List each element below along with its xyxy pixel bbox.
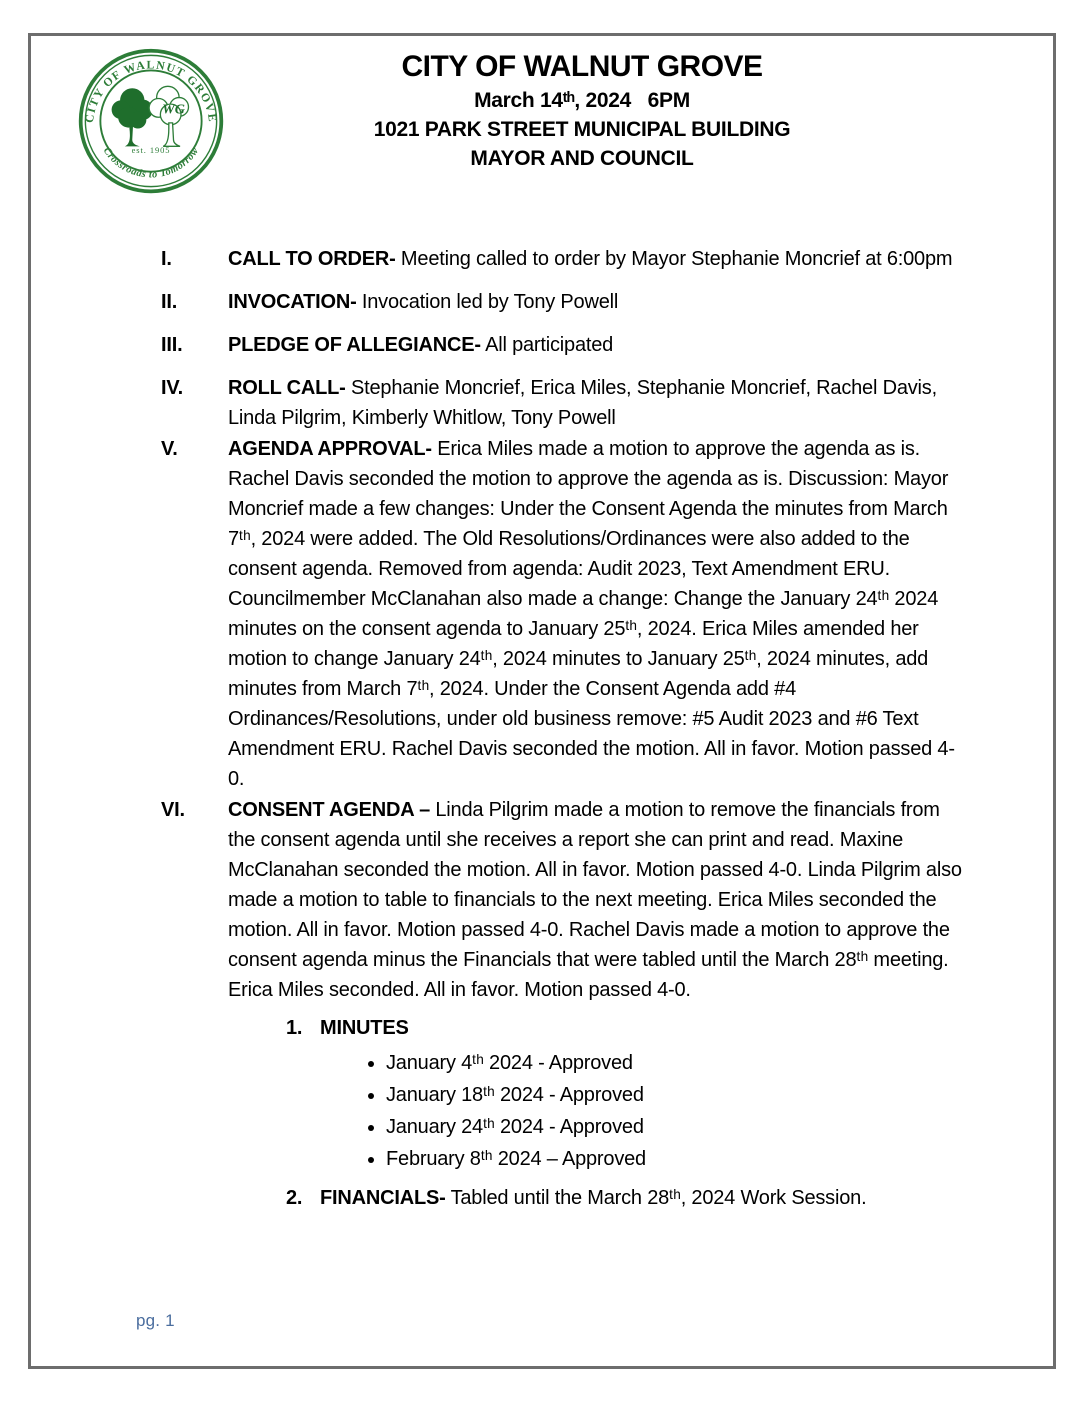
page-number-label: pg. 1 [136, 1311, 175, 1330]
seal-ring-text-top: CITY OF WALNUT GROVE [82, 58, 220, 124]
agenda-item-numeral: III. [161, 334, 183, 356]
subitem-number: 2. [286, 1187, 303, 1209]
agenda-item-label: AGENDA APPROVAL- [228, 438, 432, 460]
meeting-address: 1021 PARK STREET MUNICIPAL BUILDING [373, 118, 791, 141]
subitem-label: MINUTES [320, 1017, 409, 1039]
subitem-number: 1. [286, 1017, 303, 1039]
agenda-item-numeral: I. [161, 248, 172, 270]
minutes-bullet-item: • February 8ᵗʰ 2024 – Approved [386, 1143, 966, 1175]
minutes-bullet-item: • January 24ᵗʰ 2024 - Approved [386, 1111, 966, 1143]
agenda-item-numeral: V. [161, 438, 178, 460]
agenda-item-consent-agenda [161, 795, 966, 1005]
seal-established-text: est. 1905 [131, 144, 171, 155]
agenda-item-numeral: II. [161, 291, 178, 313]
seal-monogram: WG [162, 101, 185, 118]
document-header [151, 48, 1013, 173]
agenda-item-label: PLEDGE OF ALLEGIANCE- [228, 334, 481, 356]
meeting-body-name: MAYOR AND COUNCIL [470, 147, 694, 170]
document-page [28, 33, 1056, 1369]
agenda-item-text: Stephanie Moncrief, Erica Miles, Stephanie Moncrief, Rachel Davis, Linda Pilgrim, Kimberly Whitlow, Tony Powell [228, 377, 937, 429]
agenda-item-text: Linda Pilgrim made a motion to remove the financials from the consent agenda until she receives a report she can print and read. Maxine McClanahan seconded the motion. All in favor. Motion passed 4-0. Linda Pilgrim also made a motion to table to financials to the next meeting. Erica Miles seconded the motion. All in favor. Motion passed 4-0. Rachel Davis made a motion to approve the consent agenda minus the Financials that were tabled until the March 28ᵗʰ meeting. Erica Miles seconded. All in favor. Motion passed 4-0. [228, 799, 962, 1001]
agenda-item-label: ROLL CALL- [228, 377, 346, 399]
minutes-bullet-item: • January 4ᵗʰ 2024 - Approved [386, 1047, 966, 1079]
minutes-bullet-list [386, 1047, 966, 1175]
agenda-item-text: Meeting called to order by Mayor Stephanie Moncrief at 6:00pm [395, 248, 953, 270]
agenda-item-label: CONSENT AGENDA – [228, 799, 431, 821]
consent-subitem-financials [286, 1183, 966, 1213]
agenda-item-text: Erica Miles made a motion to approve the agenda as is. Rachel Davis seconded the motion to approve the agenda as is. Discussion: Mayor Moncrief made a few changes: Under the Consent Agenda the minutes from March 7ᵗʰ, 2024 were added. The Old Resolutions/Ordinances were also added to the consent agenda. Removed from agenda: Audit 2023, Text Amendment ERU. Councilmember McClanahan also made a change: Change the January 24ᵗʰ 2024 minutes on the consent agenda to January 25ᵗʰ, 2024. Erica Miles amended her motion to change January 24ᵗʰ, 2024 minutes to January 25ᵗʰ, 2024 minutes, add minutes from March 7ᵗʰ, 2024. Under the Consent Agenda add #4 Ordinances/Resolutions, under old business remove: #5 Audit 2023 and #6 Text Amendment ERU. Rachel Davis seconded the motion. All in favor. Motion passed 4-0. [228, 438, 955, 790]
agenda-item-pledge [161, 330, 966, 360]
agenda-item-roll-call [161, 373, 966, 433]
seal-ring-text-bottom: Crossroads to Tomorrow [100, 145, 202, 181]
agenda-item-text: Invocation led by Tony Powell [356, 291, 619, 313]
subitem-label: FINANCIALS- [320, 1187, 446, 1209]
agenda-item-label: INVOCATION- [228, 291, 357, 313]
minutes-bullet-item: • January 18ᵗʰ 2024 - Approved [386, 1079, 966, 1111]
agenda-content [161, 244, 966, 1213]
consent-subitem-minutes [286, 1013, 966, 1043]
agenda-item-numeral: IV. [161, 377, 184, 399]
agenda-item-numeral: VI. [161, 799, 185, 821]
agenda-item-invocation [161, 287, 966, 317]
meeting-date-time: March 14ᵗʰ, 2024 6PM [474, 89, 690, 112]
subitem-text: Tabled until the March 28ᵗʰ, 2024 Work Session. [445, 1187, 867, 1209]
agenda-item-text: All participated [480, 334, 614, 356]
agenda-item-label: CALL TO ORDER- [228, 248, 396, 270]
agenda-item-call-to-order [161, 244, 966, 274]
document-title: CITY OF WALNUT GROVE [401, 50, 763, 83]
agenda-item-agenda-approval [161, 434, 966, 794]
